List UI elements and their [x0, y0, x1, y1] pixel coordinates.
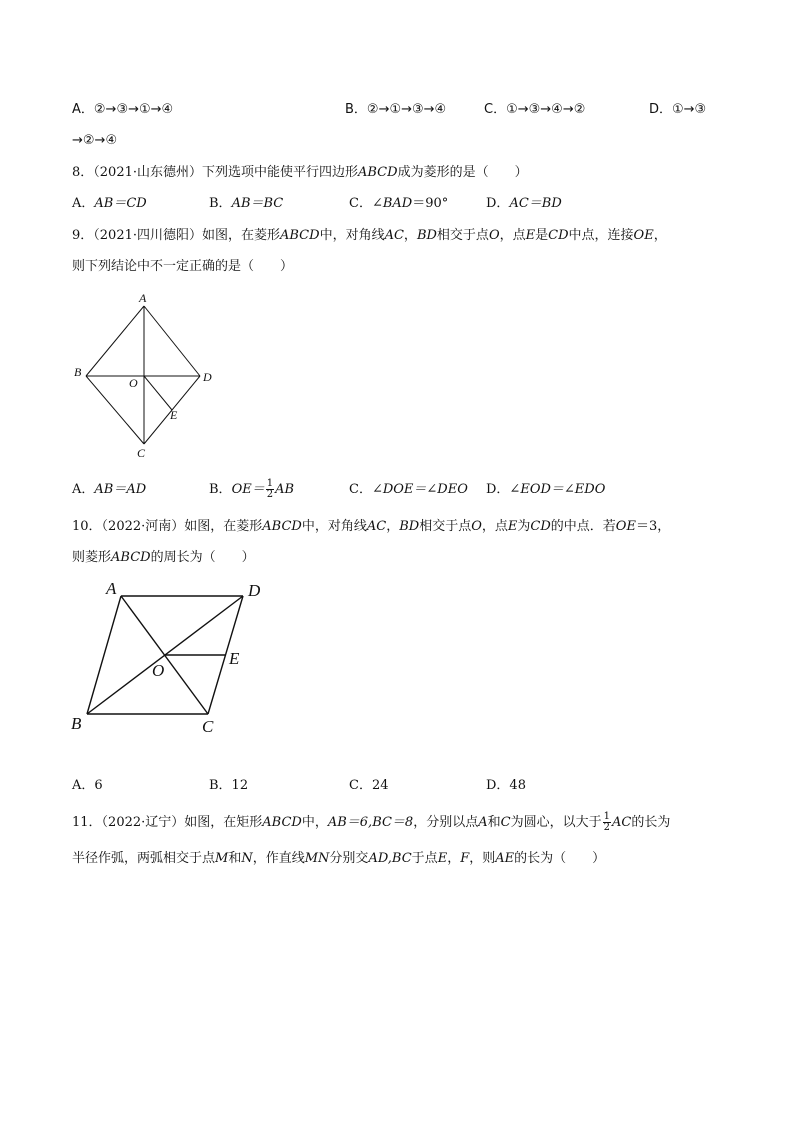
q8-stem-suffix: 成为菱形的是（ ） — [397, 165, 528, 180]
q10-label-e: E — [229, 649, 240, 668]
q9-option-b: B．OE＝ $\frac{1}{2}$ AB — [209, 478, 295, 500]
q9-label-a: A — [139, 291, 147, 305]
q7-option-d-continued: →②→④ — [72, 133, 118, 148]
q9-label-c: C — [137, 446, 146, 460]
q10-option-d: D．48 — [486, 778, 526, 793]
q9-stem-line2: 则下列结论中不一定正确的是（ ） — [72, 259, 294, 274]
q9-label-o: O — [129, 376, 138, 390]
q10-stem-line1: 10．（2022·河南）如图，在菱形ABCD中，对角线AC，BD相交于点O，点E为CD的中点．若OE＝3， — [72, 519, 671, 534]
q10-option-a: A．6 — [72, 778, 103, 793]
q9-label-d: D — [203, 370, 212, 384]
q9-rhombus-figure — [70, 288, 230, 463]
q8-option-a: A．AB＝CD — [72, 196, 147, 211]
q8-shape-name: ABCD — [358, 165, 398, 180]
q10-label-b: B — [71, 714, 82, 733]
q10-option-c: C．24 — [349, 778, 389, 793]
q9-label-e: E — [170, 408, 178, 422]
q8-stem-prefix: 8．（2021·山东德州）下列选项中能使平行四边形 — [72, 165, 358, 180]
q9-option-d: D．∠EOD＝∠EDO — [486, 482, 606, 497]
q8-option-c: C．∠BAD＝90° — [349, 196, 449, 211]
q9-side-ad — [144, 306, 200, 376]
q9-segment-oe — [144, 376, 172, 410]
q9-option-a: A．AB＝AD — [72, 482, 147, 497]
q9-side-ab — [86, 306, 144, 376]
q8-option-d: D．AC＝BD — [486, 196, 562, 211]
q11-stem-line1: 11．（2022·辽宁）如图，在矩形ABCD中，AB＝6,BC＝8，分别以点A和C为圆心，以大于 $\frac{1}{2}$ AC的长为 — [72, 811, 671, 833]
q7-option-c: C．①→③→④→② — [484, 102, 586, 117]
q10-option-b: B．12 — [209, 778, 249, 793]
q10-label-d: D — [248, 581, 261, 600]
q10-label-o: O — [152, 661, 165, 680]
q7-option-d: D．①→③ — [649, 102, 707, 117]
q8-option-b: B．AB＝BC — [209, 196, 284, 211]
q8-stem — [72, 164, 528, 182]
q11-fraction: $\frac{1}{2}$ — [603, 811, 610, 833]
q10-label-a: A — [106, 579, 117, 598]
q7-option-a: A．②→③→①→④ — [72, 102, 174, 117]
q10-label-c: C — [202, 717, 214, 736]
q7-option-b: B．②→①→③→④ — [345, 102, 447, 117]
q9-stem-line1: 9．（2021·四川德阳）如图，在菱形ABCD中，对角线AC，BD相交于点O，点E是CD中点，连接OE， — [72, 228, 667, 243]
q10-side-ab — [87, 596, 121, 714]
q10-stem-line2: 则菱形ABCD的周长为（ ） — [72, 550, 255, 565]
q11-stem-line2: 半径作弧，两弧相交于点M和N，作直线MN分别交AD,BC于点E，F，则AE的长为（ ） — [72, 851, 606, 866]
q9-option-c: C．∠DOE＝∠DEO — [349, 482, 468, 497]
q9-label-b: B — [74, 365, 82, 379]
q9-fraction: $\frac{1}{2}$ — [266, 478, 274, 500]
q10-rhombus-figure — [66, 574, 276, 744]
